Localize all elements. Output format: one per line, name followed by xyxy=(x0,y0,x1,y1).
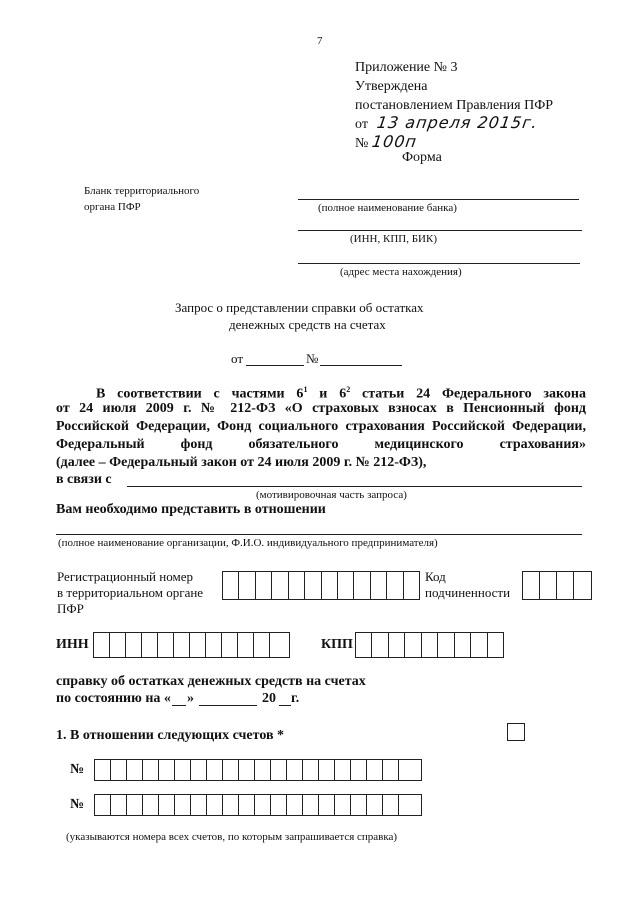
accounts-caption: (указываются номера всех счетов, по которым запрашивается справка) xyxy=(66,831,398,843)
account-cell[interactable] xyxy=(367,795,383,815)
reg-cell[interactable] xyxy=(272,572,288,599)
reg-cell[interactable] xyxy=(404,572,419,599)
account-cell[interactable] xyxy=(287,760,303,780)
inn-cell[interactable] xyxy=(126,633,142,657)
body-line-1c: статьи 24 Федерального закона xyxy=(350,386,586,402)
account-cell[interactable] xyxy=(303,795,319,815)
kpp-cell[interactable] xyxy=(372,633,388,657)
account-cell[interactable] xyxy=(159,760,175,780)
inn-cell[interactable] xyxy=(222,633,238,657)
account-cell[interactable] xyxy=(399,795,414,815)
code-label-1: Код xyxy=(425,569,446,584)
ref-date-line[interactable] xyxy=(246,365,304,366)
account-cell[interactable] xyxy=(351,795,367,815)
account-cell[interactable] xyxy=(271,760,287,780)
body-line-4: Федеральный фонд обязательного медицинского страхования» xyxy=(56,437,586,452)
handwritten-number: 100п xyxy=(370,132,419,151)
account-cell[interactable] xyxy=(351,760,367,780)
reg-cell[interactable] xyxy=(338,572,354,599)
inn-cell[interactable] xyxy=(94,633,110,657)
account-cell[interactable] xyxy=(143,795,159,815)
code-cell[interactable] xyxy=(574,572,590,599)
account-cell[interactable] xyxy=(399,760,414,780)
kpp-cell[interactable] xyxy=(405,633,421,657)
account-cell[interactable] xyxy=(223,760,239,780)
inn-cells[interactable] xyxy=(93,632,290,658)
number-prefix: № xyxy=(355,136,369,151)
need-to-provide-label: Вам необходимо представить в отношении xyxy=(56,502,326,517)
bank-name-line[interactable] xyxy=(298,199,579,200)
certificate-day-line[interactable] xyxy=(172,705,186,706)
inn-cell[interactable] xyxy=(110,633,126,657)
reg-cell[interactable] xyxy=(305,572,321,599)
certificate-year-line[interactable] xyxy=(279,705,291,706)
certificate-year-prefix: 20 xyxy=(262,691,276,706)
account-cell[interactable] xyxy=(175,795,191,815)
reg-label-2: в территориальном органе xyxy=(57,585,204,600)
account-cell[interactable] xyxy=(175,760,191,780)
account-cell[interactable] xyxy=(303,760,319,780)
code-label-2: подчиненности xyxy=(425,585,511,600)
kpp-cell[interactable] xyxy=(422,633,438,657)
account-cell[interactable] xyxy=(111,795,127,815)
accounts-checkbox[interactable] xyxy=(507,723,525,741)
reg-label-3: ПФР xyxy=(57,601,84,616)
body-line-3: Российской Федерации, Фонд социального страхования Российской Федерации, xyxy=(56,419,586,434)
title-line-2: денежных средств на счетах xyxy=(229,317,386,332)
account-cell[interactable] xyxy=(319,795,335,815)
superscript-1: 1 xyxy=(303,385,308,394)
ref-number-line[interactable] xyxy=(320,365,402,366)
code-cells[interactable] xyxy=(522,571,592,600)
certificate-line-1: справку об остатках денежных средств на счетах xyxy=(56,674,366,689)
reg-cell[interactable] xyxy=(322,572,338,599)
certificate-quote-close: » xyxy=(187,691,194,706)
account-1-cells[interactable] xyxy=(94,759,422,781)
kpp-cell[interactable] xyxy=(356,633,372,657)
title-line-1: Запрос о представлении справки об остатках xyxy=(175,300,424,315)
reg-cell[interactable] xyxy=(223,572,239,599)
code-cell[interactable] xyxy=(540,572,557,599)
bank-address-line[interactable] xyxy=(298,263,580,264)
kpp-cell[interactable] xyxy=(438,633,454,657)
reg-cell[interactable] xyxy=(354,572,370,599)
account-cell[interactable] xyxy=(191,760,207,780)
body-line-2: от 24 июля 2009 г. № 212-ФЗ «О страховых взносах в Пенсионный фонд xyxy=(56,401,586,416)
kpp-label: КПП xyxy=(321,637,353,652)
motive-caption: (мотивировочная часть запроса) xyxy=(256,489,407,501)
account-cell[interactable] xyxy=(191,795,207,815)
account-cell[interactable] xyxy=(207,760,223,780)
kpp-cell[interactable] xyxy=(471,633,487,657)
in-connection-label: в связи с xyxy=(56,472,112,487)
kpp-cell[interactable] xyxy=(389,633,405,657)
reg-label-1: Регистрационный номер xyxy=(57,569,193,584)
bank-name-caption: (полное наименование банка) xyxy=(318,202,457,214)
account-cell[interactable] xyxy=(239,795,255,815)
org-caption: (полное наименование организации, Ф.И.О. индивидуального предпринимателя) xyxy=(58,537,438,549)
decree-label: постановлением Правления ПФР xyxy=(355,98,554,113)
bank-ids-caption: (ИНН, КПП, БИК) xyxy=(350,233,437,245)
ref-number-label: № xyxy=(306,351,319,366)
kpp-cell[interactable] xyxy=(488,633,503,657)
form-label: Форма xyxy=(402,150,442,165)
account-cell[interactable] xyxy=(207,795,223,815)
bank-ids-line[interactable] xyxy=(298,230,582,231)
page-number: 7 xyxy=(317,35,323,47)
account-cell[interactable] xyxy=(159,795,175,815)
code-cell[interactable] xyxy=(523,572,540,599)
accounts-heading: 1. В отношении следующих счетов * xyxy=(56,728,285,743)
body-line-1a: В соответствии с частями 6 xyxy=(96,386,304,402)
inn-cell[interactable] xyxy=(190,633,206,657)
org-name-line[interactable] xyxy=(56,534,582,535)
inn-cell[interactable] xyxy=(158,633,174,657)
inn-cell[interactable] xyxy=(174,633,190,657)
account-cell[interactable] xyxy=(239,760,255,780)
account-cell[interactable] xyxy=(223,795,239,815)
reg-cell[interactable] xyxy=(387,572,403,599)
account-cell[interactable] xyxy=(255,760,271,780)
bank-address-caption: (адрес места нахождения) xyxy=(340,266,462,278)
inn-cell[interactable] xyxy=(206,633,222,657)
reg-cell[interactable] xyxy=(239,572,255,599)
kpp-cells[interactable] xyxy=(355,632,504,658)
account-cell[interactable] xyxy=(111,760,127,780)
account-cell[interactable] xyxy=(127,760,143,780)
reg-cell[interactable] xyxy=(289,572,305,599)
approved-label: Утверждена xyxy=(355,79,428,94)
account-2-label: № xyxy=(70,797,85,812)
superscript-2: 2 xyxy=(346,385,351,394)
inn-cell[interactable] xyxy=(238,633,254,657)
date-prefix: от xyxy=(355,117,368,132)
account-cell[interactable] xyxy=(255,795,271,815)
account-cell[interactable] xyxy=(127,795,143,815)
blank-line-2: органа ПФР xyxy=(84,201,141,213)
account-cell[interactable] xyxy=(383,760,399,780)
account-cell[interactable] xyxy=(335,795,351,815)
account-cell[interactable] xyxy=(143,760,159,780)
account-2-cells[interactable] xyxy=(94,794,422,816)
account-cell[interactable] xyxy=(287,795,303,815)
account-cell[interactable] xyxy=(95,795,111,815)
handwritten-date: 13 апреля 2015г. xyxy=(375,113,540,132)
reg-number-cells[interactable] xyxy=(222,571,420,600)
inn-cell[interactable] xyxy=(254,633,270,657)
reg-cell[interactable] xyxy=(371,572,387,599)
body-line-1 xyxy=(56,382,586,403)
code-cell[interactable] xyxy=(557,572,574,599)
body-line-5: (далее – Федеральный закон от 24 июля 2009 г. № 212-ФЗ), xyxy=(56,455,427,470)
blank-line-1: Бланк территориального xyxy=(84,185,200,197)
kpp-cell[interactable] xyxy=(455,633,471,657)
certificate-date-prefix: по состоянию на « xyxy=(56,691,171,706)
appendix-label: Приложение № 3 xyxy=(355,60,458,75)
certificate-year-suffix: г. xyxy=(291,691,300,706)
inn-cell[interactable] xyxy=(270,633,285,657)
reg-cell[interactable] xyxy=(256,572,272,599)
account-cell[interactable] xyxy=(271,795,287,815)
account-cell[interactable] xyxy=(335,760,351,780)
certificate-month-line[interactable] xyxy=(199,705,257,706)
ref-from-label: от xyxy=(231,351,244,366)
inn-cell[interactable] xyxy=(142,633,158,657)
body-line-1b: и 6 xyxy=(307,386,347,402)
account-cell[interactable] xyxy=(383,795,399,815)
motive-line[interactable] xyxy=(127,486,582,487)
account-cell[interactable] xyxy=(367,760,383,780)
inn-label: ИНН xyxy=(56,637,89,652)
account-cell[interactable] xyxy=(319,760,335,780)
account-cell[interactable] xyxy=(95,760,111,780)
account-1-label: № xyxy=(70,762,85,777)
